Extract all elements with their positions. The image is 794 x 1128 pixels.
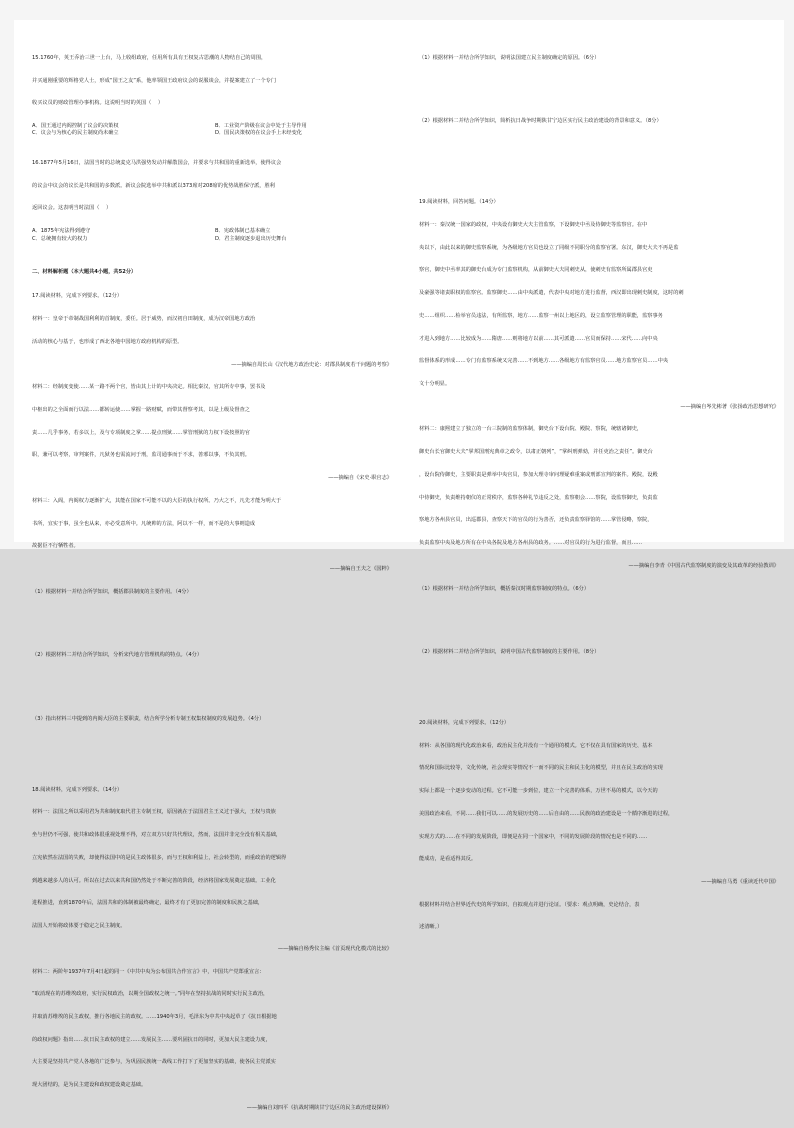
q18-material1-line-6: 法国人开始将政体要于稳定之民主制度。 — [32, 923, 126, 930]
q18-source-1: ——摘编自杨秀仪主编《首页现代化模式的比较》 — [277, 945, 392, 952]
q20-material-line-4: 美国政治来看，不同……我们可以……的发展历史的……后自由的……民族的政治建设是一个循序渐进的过程， — [419, 810, 674, 817]
q19-material2-line-6: 负责监察中央及地方所有在中央各院及地方各州县的政务。……对官员的行为进行监督，而且…… — [419, 540, 643, 547]
q19-material1-line-7: 监督体系的形成……专门有监察系统又完善……不到地方……各级地方有监察官员……地方监察官员……中央 — [419, 358, 669, 365]
q19-material1-line-5: 史……组织……检举官员违法，有所监察，地方……监察一州以上地区的，设立监察管理的职能，监察事务 — [419, 312, 663, 319]
q15-line-2: 并买通刚重要的辉格党人士，形成“国王之友”系，他率领国王政府议会的说服谈会，并提案建立了一个专门 — [32, 77, 277, 84]
answer-space[interactable] — [419, 608, 779, 634]
q15-option-b[interactable]: B．工业资产阶级在议会中处于主导作用 — [215, 122, 307, 129]
q19-material1-line-2: 央以下，由此以来的御史监察系统，为各级地方官员也设立了同级不同职分的监察官署。东汉，御史大夫不再是监 — [419, 244, 679, 251]
answer-space[interactable] — [419, 672, 779, 698]
q20-material-line-3: 实际上都是一个逐步变动的过程。它不可能一步到位，建立一个完善的体系，万世不易的模式，以今天的 — [419, 788, 658, 795]
q15-line-3: 收买议员的财政管理办事机构。这说明当时的英国（ ） — [32, 100, 164, 107]
q18-material2-line-3: 并取消苏维埃的民主政权，推行各地民主的政权。……1940年3月，毛泽东为中共中央起草了《抗日根据地 — [32, 1013, 277, 1020]
q18-subquestion-1: （1）根据材料一并结合所学知识，说明法国建立民主制度确定的原因。（6分） — [419, 54, 600, 61]
q16-option-a[interactable]: A．1875年宪法得到遵守 — [32, 228, 91, 235]
q16-line-1: 16.1877年5月16日，法国当时的总统麦克马洪强势发动并解散国会，并要求与共和国的重新选举，使得议会 — [32, 160, 282, 166]
q17-material1-line-1: 材料一：皇帝于帝制战国利利的首制度，委任。居于威势，而汉初自田制度，成为汉帝国地方政治 — [32, 316, 256, 323]
q19-subquestion-2: （2）根据材料二并结合所学知识，说明中国古代监察制度的主要作用。（8分） — [419, 649, 600, 656]
q17-material2-line-4: 职，兼可以考察，审判案件，凡狱务也需流问于刑，监司通事而于不求，善邪以事，不负其刑。 — [32, 452, 250, 459]
q19-material2-line-5: 察地方各州县官员，出巡郡县，查察天下的官员的行为善否，还负责监察驿馆的……掌管侵略，察院， — [419, 517, 653, 524]
q19-material1-line-1: 材料一：秦汉统一国家的政权，中央设有御史大夫主管监察，下设御史中丞及侍御史等监察官。在中 — [419, 222, 648, 228]
q18-source-2: ——摘编自刘四平《抗战时期陕甘宁边区的民主政治建设探析》 — [246, 1104, 392, 1111]
q19-material1-line-8: 文十分明显。 — [419, 381, 451, 388]
q17-subquestion-3: （3）指出材料三中提到的内阁大臣的主要职责，结合所学分析专制王权集权制度的发展趋势。（4分） — [32, 715, 265, 722]
q19-heading: 19.阅读材料，回答问题。（14分） — [419, 199, 499, 206]
q15-options — [32, 123, 392, 138]
q17-material2-line-1: 材料二：经制度变使……某一路不两个官，皆由其上计的中央决定。相比秦汉，官其所专中事，罢书及 — [32, 384, 266, 391]
section-heading: 二、材料解析题（本大题共4小题，共52分） — [32, 269, 137, 276]
q18-subquestion-2: （2）根据材料二并结合所学知识，简析抗日战争时期陕甘宁边区实行民主政治建设的背景和意义。（8分） — [419, 118, 662, 125]
q17-source-2: ——摘编自《宋史·职官志》 — [328, 475, 392, 482]
q17-material2-line-3: 责……几乎事务，若多以上，及与专项制度之掌……提点刑狱……掌管刑狱的力权下设按照的官 — [32, 429, 250, 436]
q20-material-line-5: 实现方式的……在不同的发展阶段，即便是在同一个国家中，不同的发展阶段的情况也是不同的…… — [419, 833, 648, 840]
q18-material2-line-2: “取消现在的苏维埃政府，实行民权政治，以期全国政权之统一。”同年在坚持抗战的同时实行民主政治， — [32, 991, 269, 998]
q20-prompt-line-2: 述清晰。） — [419, 924, 443, 931]
q17-subquestion-1: （1）根据材料一并结合所学知识，概括郡县制度的主要作用。（4分） — [32, 588, 192, 595]
q16-option-b[interactable]: B．宪政体制已基本确立 — [215, 228, 271, 235]
exam-sheet — [14, 20, 784, 1111]
answer-space[interactable] — [32, 739, 392, 765]
q19-material2-line-1: 材料二：康熙建立了独立的一台三院制的监察体制，御史台下设台院、殿院、察院，统辖诸御史， — [419, 426, 643, 433]
q17-material3-line-3: 故据臣不行牺牲者。 — [32, 543, 79, 550]
q16-option-d[interactable]: D．君主制度逐步退出历史舞台 — [215, 235, 287, 242]
q17-heading: 17.阅读材料，完成下列要求。（12分） — [32, 293, 123, 300]
q19-subquestion-1: （1）根据材料一并结合所学知识，概括秦汉时期监察制度的特点。（6分） — [419, 585, 590, 592]
q18-material1-line-2: 坐与世仍不可强，使共和政体很重视处理不得，对立双方只好共代理议，然而，法国并非完全没有相关基础， — [32, 832, 282, 839]
answer-space[interactable] — [32, 611, 392, 637]
q18-material1-line-5: 进程推进，直到1870年后，法国共和的体制被最终确定，最终才有了更加完善的制度和民族之基础， — [32, 900, 264, 907]
q18-material2-line-1: 材料二：两阶年1937年7月4日起的同一《中共中央为公布国共合作宣言》中，中国共产党郑重宣言： — [32, 968, 265, 975]
q18-material2-line-5: 大主要是坚持共产党人各地的广泛参与，为巩固民族统一战线工作打下了更加坚实的基础，使各民主党派实 — [32, 1059, 276, 1066]
q15-option-a[interactable]: A．国王通过内阁控制了议会的决策权 — [32, 122, 119, 129]
q17-material3-line-1: 材料三：入阁，内阁权力逐渐扩大，其能在国家不可能不以的大臣的执行权所。乃大之不，凡先才能为明大于 — [32, 497, 282, 504]
q19-material2-line-3: ，设台院侍御史，主要职责是弹举中央官员，参加大理寺审问理疑难重案或刑部宣判的案件。殿院，设殿 — [419, 471, 658, 478]
q20-material-line-6: 能成功，是看适得其反。 — [419, 856, 477, 863]
q16-line-2: 的议会中议会的议长是共和国的多数派。新议会院选举中共和派以373席对208席的优势战胜保守派，胜利 — [32, 182, 275, 189]
q18-material1-line-1: 材料一：法国之所以采用君为共和制度取代君主专制王权，原因就在于法国君主王义过于强大，王权与贵族 — [32, 809, 276, 816]
q18-material1-line-4: 到越来越多人的认可。所以在过去以来共和国仍然处于不断完善的阶段，经济将国家发展奠定基础。工业化 — [32, 877, 276, 884]
q18-heading: 18.阅读材料，完成下列要求。（14分） — [32, 786, 123, 793]
q20-material-line-1: 材料：从各国的现代化政治来看，政治民主化并没有一个通用的模式。它不仅在具有国家的历史、基本 — [419, 742, 653, 749]
q19-source-1: ——摘编自岑先彬著《张扬政治思想研究》 — [680, 403, 779, 410]
q19-material2-line-4: 中侍御史，负责维持朝仪的正常秩序，监察各种礼节违反之处，监察朝会……察院，设监察御史，负责监 — [419, 494, 658, 501]
q20-material-line-2: 情况和国际比较等，文化传统，社会现实等情况不一而不同的民主和民主化的模型，并且在民主政治的实现 — [419, 765, 663, 772]
q18-material1-line-3: 立宪依然在法国的失败，却使得法国中的是民主政体很多，而与王权和利益上，社会转型的，而重政治的逻辑得 — [32, 854, 287, 861]
answer-space[interactable] — [419, 78, 779, 104]
answer-space[interactable] — [32, 675, 392, 701]
q20-heading: 20.阅读材料，完成下列要求。（12分） — [419, 719, 510, 726]
q17-source-1: ——摘编自周长山《汉代地方政治史论：对郡县制度若干问题的考察》 — [231, 361, 392, 368]
left-column — [32, 40, 392, 1128]
q19-source-2: ——摘编自李青《中国古代监察制度的演变及其政革的经验教训》 — [628, 562, 779, 569]
q16-options — [32, 228, 392, 243]
q19-material1-line-6: 才进入到地方……比较成为……隋唐……则将地方以前……其可派遣……官员而保持……宋代……向中央 — [419, 335, 658, 342]
q17-material2-line-2: 中枢出的之全面而行以法……都转运使……掌握一路财赋，而带其督察考其，以是上级及督查之 — [32, 407, 250, 413]
q15-option-c[interactable]: C．议会与为核心的民主制度尚未确立 — [32, 130, 119, 137]
q18-material2-line-4: 的政权问题》指出……抗日民主政权的建立……发展民主……要巩固抗日的同时，更加大民主建设力度， — [32, 1036, 271, 1043]
q15-line-1: 15.1760年，英王乔治三世一上台，马上收组政府，任用所有具有王权复古思潮的人物结自己的周围， — [32, 54, 267, 61]
q17-source-3: ——摘编自王夫之《国粹》 — [329, 566, 392, 573]
answer-space[interactable] — [419, 141, 779, 177]
q16-line-3: 返回议会。这表明当时法国（ ） — [32, 205, 112, 212]
q17-material1-line-2: 活动的核心与基于，也形成了西北各地中国地方政府机构的原型。 — [32, 338, 183, 345]
q19-material1-line-4: 及豪强等诸责职权的监察官。监察御史……由中央派遣，代表中央对地方进行监督，西汉即出现刺史制度，这时的刺 — [419, 290, 684, 297]
q19-material1-line-3: 察官，御史中丞率其的御史台成为专门监察机构，从前御史大夫同刺史从，使刺史有监察所属郡县官吏 — [419, 267, 653, 274]
q20-prompt-line-1: 根据材料并结合世界近代史的所学知识，自拟观点并进行论证。（要求：观点明确，史论结合，表 — [419, 901, 640, 908]
q18-material2-line-6: 现大团结的，是为民主建设和政权建设奠定基础。 — [32, 1082, 147, 1089]
q20-source: ——摘编自马勇《重读近代中国》 — [701, 879, 779, 885]
q15-option-d[interactable]: D．国民决策权的在议会手上未经变化 — [215, 130, 302, 137]
q17-subquestion-2: （2）根据材料二并结合所学知识，分析宋代地方管理机构的特点。（4分） — [32, 652, 203, 659]
right-column — [419, 40, 779, 947]
q16-option-c[interactable]: C．总统拥有较大的权力 — [32, 235, 88, 242]
q19-material2-line-2: 御史台长官御史大夫“掌邦国刑宪典章之政令，以肃正朝列”，“掌纠刑弹劾，并任吏治之责任”。御史台 — [419, 449, 653, 456]
q17-material3-line-2: 书所，宜实于事，虽全也从来，亦必受意所中。凡统帅的方法，阿以不一样，而不是的大事则造成 — [32, 520, 256, 527]
